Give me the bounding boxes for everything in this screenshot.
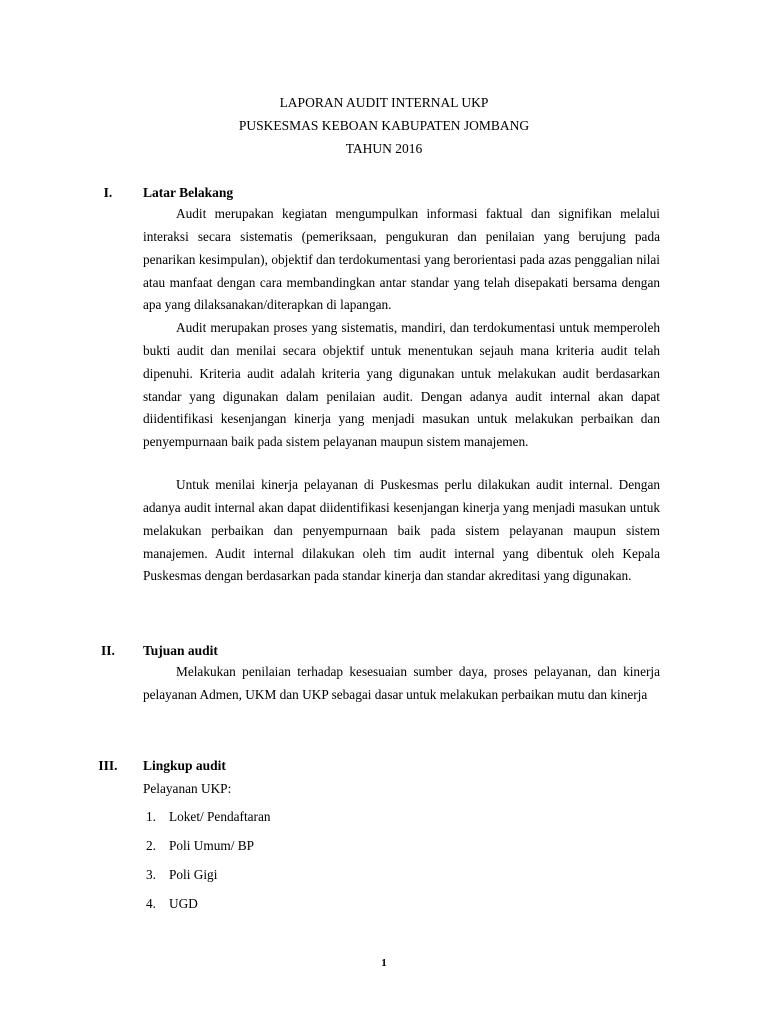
body-paragraph: Melakukan penilaian terhadap kesesuaian sumber daya, proses pelayanan, dan kinerja pelayanan Admen, UKM dan UKP sebagai dasar untuk melakukan perbaikan mutu dan kinerja — [143, 664, 660, 702]
list-item-number: 3. — [146, 867, 156, 882]
page-number: 1 — [381, 957, 387, 969]
list-item — [146, 896, 198, 912]
section-heading: Lingkup audit — [143, 758, 226, 773]
section-heading: Tujuan audit — [143, 643, 218, 658]
list-item — [146, 838, 254, 854]
section-heading: Latar Belakang — [143, 185, 234, 200]
report-year: TAHUN 2016 — [345, 141, 423, 156]
list-item — [146, 867, 217, 883]
list-item-number: 1. — [146, 809, 156, 824]
list-item-text: UGD — [169, 896, 198, 911]
list-item-text: Poli Gigi — [169, 867, 218, 882]
list-item-number: 2. — [146, 838, 156, 853]
scope-intro: Pelayanan UKP: — [143, 781, 232, 796]
list-item-text: Loket/ Pendaftaran — [169, 809, 271, 824]
list-item — [146, 809, 271, 825]
section-number: III. — [98, 758, 118, 773]
report-title: LAPORAN AUDIT INTERNAL UKP — [279, 95, 489, 110]
body-paragraph: Audit merupakan kegiatan mengumpulkan informasi faktual dan signifikan melalui interaksi secara sistematis (pemeriksaan, pengukuran dan penilaian yang berujung pada penarikan kesimpulan), objektif dan terdokumentasi yang berorientasi pada azas penggalian nilai atau manfaat dengan cara membandingkan antar standar yang telah disepakati bersama dengan apa yang dilaksanakan/diterapkan di lapangan. — [143, 206, 660, 313]
list-item-text: Poli Umum/ BP — [169, 838, 254, 853]
body-paragraph: Audit merupakan proses yang sistematis, mandiri, dan terdokumentasi untuk memperoleh bukti audit dan menilai secara objektif untuk menentukan sejauh mana kriteria audit telah dipenuhi. Kriteria audit adalah kriteria yang digunakan untuk melakukan audit berdasarkan standar yang digunakan dalam penilaian audit. Dengan adanya audit internal akan dapat diidentifikasi kesenjangan kinerja yang menjadi masukan untuk melakukan perbaikan dan penyempurnaan baik pada sistem pelayanan maupun sistem manajemen. — [143, 320, 660, 450]
section-number: I. — [103, 185, 113, 200]
section-number: II. — [101, 643, 115, 658]
body-paragraph: Untuk menilai kinerja pelayanan di Puskesmas perlu dilakukan audit internal. Dengan adanya audit internal akan dapat diidentifikasi kesenjangan kinerja yang menjadi masukan untuk melakukan perbaikan dan penyempurnaan baik pada sistem pelayanan maupun sistem manajemen. Audit internal dilakukan oleh tim audit internal yang dibentuk oleh Kepala Puskesmas dengan berdasarkan pada standar kinerja dan standar akreditasi yang digunakan. — [143, 477, 660, 584]
report-subtitle: PUSKESMAS KEBOAN KABUPATEN JOMBANG — [238, 118, 530, 133]
list-item-number: 4. — [146, 896, 156, 911]
